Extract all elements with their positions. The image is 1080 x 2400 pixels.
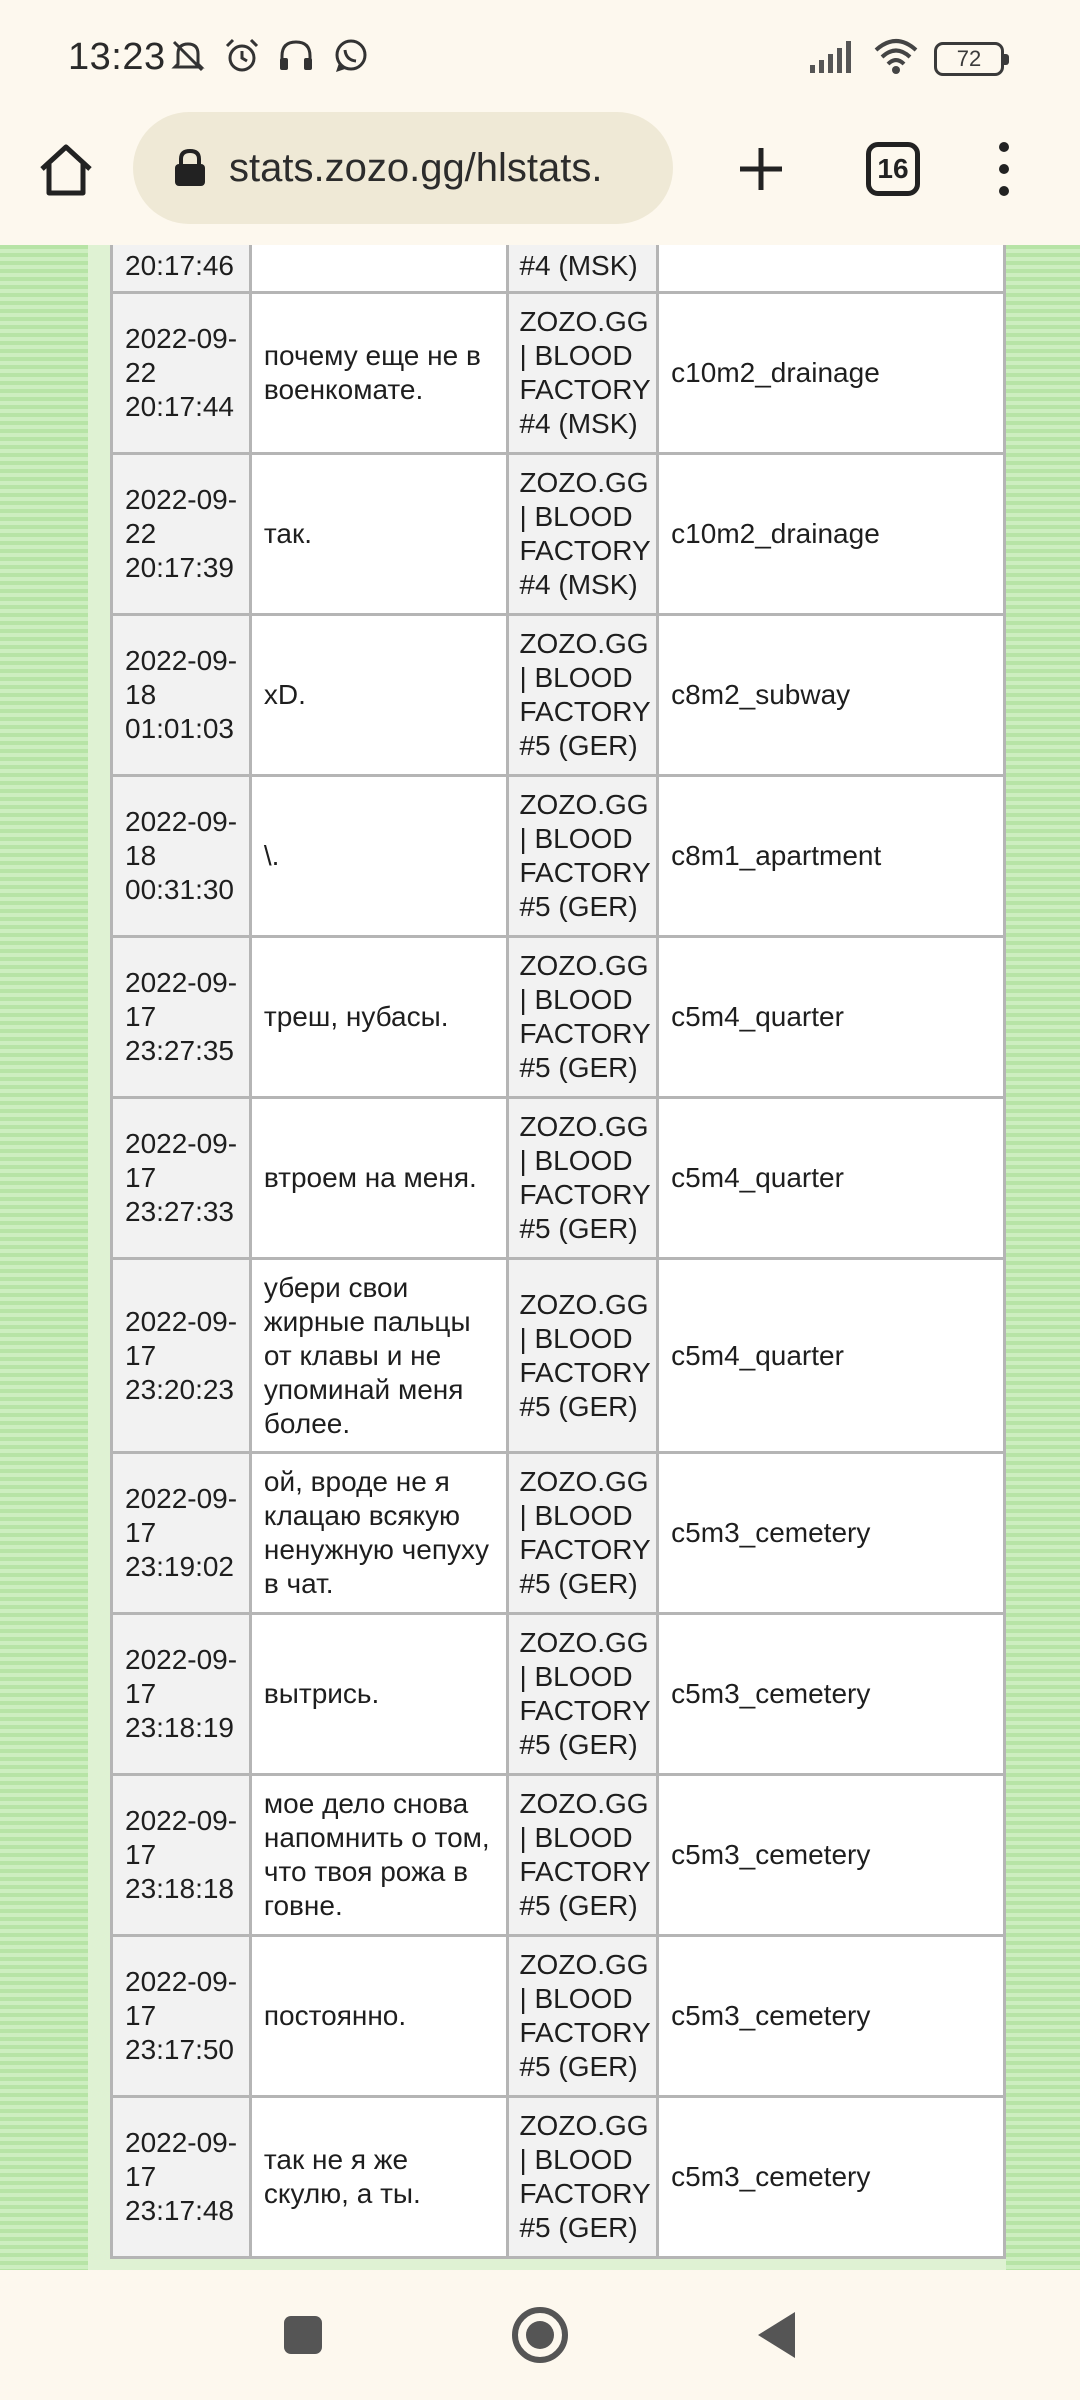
date-cell: 2022-09-17 23:27:35 bbox=[112, 937, 251, 1098]
mute-icon bbox=[168, 36, 208, 76]
table-row bbox=[112, 1259, 1005, 1453]
table-row bbox=[112, 2097, 1005, 2258]
date-cell: 20:17:46 bbox=[112, 245, 251, 293]
map-cell: c5m3_cemetery bbox=[658, 2097, 1005, 2258]
map-cell: c10m2_drainage bbox=[658, 454, 1005, 615]
back-button[interactable] bbox=[742, 2300, 812, 2370]
map-cell: c8m1_apartment bbox=[658, 776, 1005, 937]
date-cell: 2022-09-17 23:17:48 bbox=[112, 2097, 251, 2258]
message-cell bbox=[250, 245, 508, 293]
status-icons-left bbox=[168, 36, 370, 76]
server-cell: ZOZO.GG | BLOOD FACTORY #5 (GER) bbox=[508, 1098, 658, 1259]
message-cell: постоянно. bbox=[250, 1936, 508, 2097]
headphones-icon bbox=[276, 36, 316, 76]
server-cell: #4 (MSK) bbox=[508, 245, 658, 293]
server-cell: ZOZO.GG | BLOOD FACTORY #5 (GER) bbox=[508, 1775, 658, 1936]
server-cell: ZOZO.GG | BLOOD FACTORY #5 (GER) bbox=[508, 776, 658, 937]
table-row bbox=[112, 293, 1005, 454]
table-row bbox=[112, 245, 1005, 293]
map-cell: c5m4_quarter bbox=[658, 1259, 1005, 1453]
server-cell: ZOZO.GG | BLOOD FACTORY #5 (GER) bbox=[508, 615, 658, 776]
battery-level: 72 bbox=[956, 45, 982, 71]
map-cell: c5m3_cemetery bbox=[658, 1453, 1005, 1614]
message-cell: так не я же скулю, а ты. bbox=[250, 2097, 508, 2258]
table-row bbox=[112, 937, 1005, 1098]
date-cell: 2022-09-22 20:17:44 bbox=[112, 293, 251, 454]
message-cell: треш, нубасы. bbox=[250, 937, 508, 1098]
server-cell: ZOZO.GG | BLOOD FACTORY #5 (GER) bbox=[508, 1259, 658, 1453]
date-cell: 2022-09-17 23:18:19 bbox=[112, 1614, 251, 1775]
message-cell: ой, вроде не я клацаю всякую ненужную чепуху в чат. bbox=[250, 1453, 508, 1614]
map-cell: c8m2_subway bbox=[658, 615, 1005, 776]
map-cell: c5m4_quarter bbox=[658, 1098, 1005, 1259]
table-row bbox=[112, 1098, 1005, 1259]
message-cell: \. bbox=[250, 776, 508, 937]
back-triangle-icon bbox=[753, 2309, 801, 2361]
table-row bbox=[112, 1775, 1005, 1936]
date-cell: 2022-09-17 23:20:23 bbox=[112, 1259, 251, 1453]
recents-button[interactable] bbox=[268, 2300, 338, 2370]
url-text: stats.zozo.gg/hlstats. bbox=[229, 145, 603, 190]
message-cell: вытрись. bbox=[250, 1614, 508, 1775]
signal-icon bbox=[808, 39, 858, 78]
table-row bbox=[112, 454, 1005, 615]
server-cell: ZOZO.GG | BLOOD FACTORY #4 (MSK) bbox=[508, 454, 658, 615]
message-cell: убери свои жирные пальцы от клавы и не упоминай меня более. bbox=[250, 1259, 508, 1453]
table-row bbox=[112, 1453, 1005, 1614]
chat-log-table bbox=[110, 245, 1006, 2259]
chat-log-table-wrap bbox=[110, 245, 1006, 2259]
map-cell: c5m3_cemetery bbox=[658, 1614, 1005, 1775]
page-content[interactable] bbox=[0, 245, 1080, 2270]
server-cell: ZOZO.GG | BLOOD FACTORY #5 (GER) bbox=[508, 2097, 658, 2258]
message-cell: мое дело снова напомнить о том, что твоя рожа в говне. bbox=[250, 1775, 508, 1936]
server-cell: ZOZO.GG | BLOOD FACTORY #4 (MSK) bbox=[508, 293, 658, 454]
overflow-menu-button[interactable] bbox=[982, 134, 1026, 204]
date-cell: 2022-09-22 20:17:39 bbox=[112, 454, 251, 615]
message-cell: втроем на меня. bbox=[250, 1098, 508, 1259]
status-bar bbox=[0, 0, 1080, 110]
status-icons-right bbox=[808, 38, 1004, 79]
server-cell: ZOZO.GG | BLOOD FACTORY #5 (GER) bbox=[508, 1453, 658, 1614]
table-row bbox=[112, 1936, 1005, 2097]
browser-toolbar bbox=[0, 110, 1080, 245]
new-tab-button[interactable] bbox=[726, 134, 796, 204]
whatsapp-icon bbox=[330, 36, 370, 76]
server-cell: ZOZO.GG | BLOOD FACTORY #5 (GER) bbox=[508, 1614, 658, 1775]
table-row bbox=[112, 1614, 1005, 1775]
map-cell bbox=[658, 245, 1005, 293]
wifi-icon bbox=[872, 38, 920, 79]
table-row bbox=[112, 615, 1005, 776]
server-cell: ZOZO.GG | BLOOD FACTORY #5 (GER) bbox=[508, 1936, 658, 2097]
map-cell: c10m2_drainage bbox=[658, 293, 1005, 454]
home-nav-button[interactable] bbox=[505, 2300, 575, 2370]
table-row bbox=[112, 776, 1005, 937]
recents-square-icon bbox=[281, 2313, 325, 2357]
server-cell: ZOZO.GG | BLOOD FACTORY #5 (GER) bbox=[508, 937, 658, 1098]
date-cell: 2022-09-17 23:27:33 bbox=[112, 1098, 251, 1259]
map-cell: c5m4_quarter bbox=[658, 937, 1005, 1098]
home-icon bbox=[38, 143, 94, 197]
date-cell: 2022-09-18 00:31:30 bbox=[112, 776, 251, 937]
address-bar[interactable] bbox=[133, 112, 673, 224]
map-cell: c5m3_cemetery bbox=[658, 1936, 1005, 2097]
menu-dot bbox=[999, 164, 1009, 174]
menu-dot bbox=[999, 186, 1009, 196]
map-cell: c5m3_cemetery bbox=[658, 1775, 1005, 1936]
date-cell: 2022-09-17 23:17:50 bbox=[112, 1936, 251, 2097]
date-cell: 2022-09-17 23:19:02 bbox=[112, 1453, 251, 1614]
tab-switcher-button[interactable]: 16 bbox=[866, 142, 920, 196]
home-circle-icon bbox=[510, 2305, 570, 2365]
lock-icon bbox=[173, 148, 207, 188]
home-button[interactable] bbox=[32, 136, 100, 204]
date-cell: 2022-09-17 23:18:18 bbox=[112, 1775, 251, 1936]
date-cell: 2022-09-18 01:01:03 bbox=[112, 615, 251, 776]
message-cell: так. bbox=[250, 454, 508, 615]
alarm-icon bbox=[222, 36, 262, 76]
menu-dot bbox=[999, 142, 1009, 152]
system-nav-bar bbox=[0, 2270, 1080, 2400]
message-cell: xD. bbox=[250, 615, 508, 776]
plus-icon bbox=[736, 144, 786, 194]
status-time: 13:23 bbox=[68, 36, 166, 78]
message-cell: почему еще не в военкомате. bbox=[250, 293, 508, 454]
battery-icon bbox=[934, 42, 1004, 76]
